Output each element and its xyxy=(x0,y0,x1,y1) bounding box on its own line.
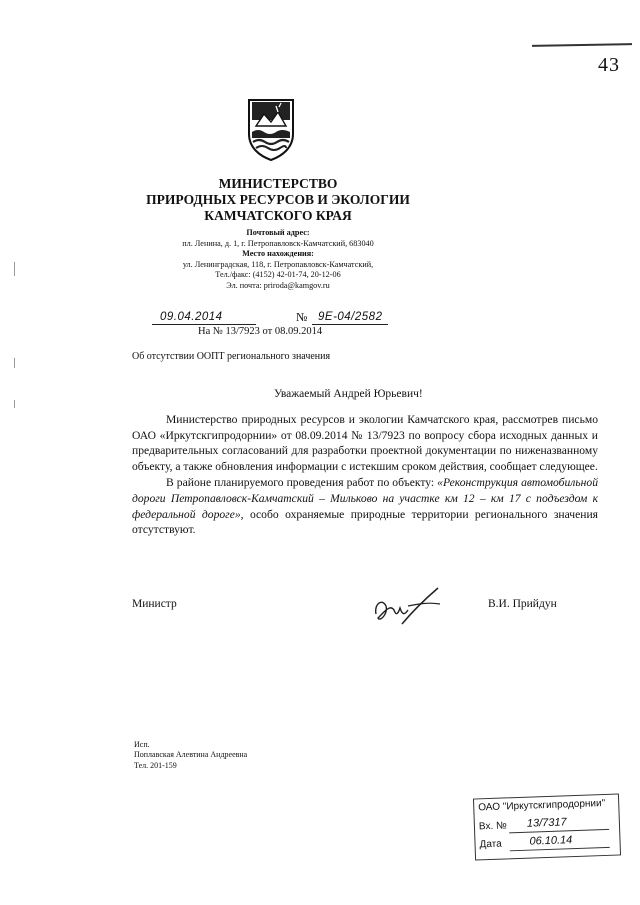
body-paragraph: Министерство природных ресурсов и экологии Камчатского края, рассмотрев письмо ОАО «Иркутскгипродорнии» от 08.09.2014 № 13/7923 по вопросу сбора исходных данных и предварительных согласований для разработки проектной документации по ниженазванному объекту, а также обновления информации с истекшим сроком действия, сообщает следующее. xyxy=(132,413,598,473)
body-text-segment: особо охраняемые природные территории регионального значения отсутствуют. xyxy=(132,507,599,537)
email: Эл. почта: priroda@kamgov.ru xyxy=(226,280,330,290)
scan-artifact-tick xyxy=(14,358,15,368)
outgoing-number: 9Е-04/2582 xyxy=(318,311,383,323)
date-underline xyxy=(152,324,256,325)
location-address: ул. Ленинградская, 118, г. Петропавловск-Камчатский, xyxy=(182,259,374,269)
handwritten-signature-icon xyxy=(368,584,448,634)
body-text-segment: В районе планируемого проведения работ по объекту: xyxy=(166,476,438,490)
number-underline xyxy=(312,324,388,325)
ministry-line: МИНИСТЕРСТВО xyxy=(218,176,338,191)
executor-info xyxy=(134,740,247,771)
signer-position: Министр xyxy=(132,598,177,610)
stamp-date-row xyxy=(479,833,616,856)
subject-line: Об отсутствии ООПТ регионального значения xyxy=(132,351,331,362)
incoming-stamp xyxy=(473,793,621,860)
location-heading: Место нахождения: xyxy=(242,249,314,259)
executor-phone: Тел. 201-159 xyxy=(134,760,177,770)
ministry-line: КАМЧАТСКОГО КРАЯ xyxy=(204,208,352,223)
salutation: Уважаемый Андрей Юрьевич! xyxy=(274,388,423,400)
scan-artifact-line xyxy=(532,43,632,47)
signer-name: В.И. Прийдун xyxy=(488,598,557,610)
executor-label: Исп. xyxy=(134,740,150,749)
scan-artifact-tick xyxy=(14,262,15,276)
postal-address: пл. Ленина, д. 1, г. Петропавловск-Камчатский, 683040 xyxy=(182,238,374,248)
ministry-line: ПРИРОДНЫХ РЕСУРСОВ И ЭКОЛОГИИ xyxy=(146,192,410,207)
stamp-date-label: Дата xyxy=(479,838,502,851)
page-number: 43 xyxy=(598,54,620,76)
scan-artifact-tick xyxy=(14,400,15,408)
object-name: «Реконструкция автомобильной дороги Петропавловск-Камчатский – Мильково на участке км 12 – км 17 с подъездом к федеральной дороге», xyxy=(132,476,598,521)
postal-heading: Почтовый адрес: xyxy=(246,228,310,237)
number-label: № xyxy=(296,310,308,324)
reference-line: На № 13/7923 от 08.09.2014 xyxy=(198,326,323,337)
stamp-number-label: Вх. № xyxy=(478,820,507,833)
ministry-name xyxy=(140,176,416,224)
stamp-date-underline xyxy=(510,847,610,851)
stamp-org: ОАО "Иркутскгипродорнии" xyxy=(478,797,606,814)
stamp-number-value: 13/7317 xyxy=(526,816,567,830)
outgoing-date: 09.04.2014 xyxy=(160,311,223,323)
stamp-date-value: 06.10.14 xyxy=(529,834,573,848)
body-paragraph xyxy=(132,475,598,537)
ministry-address xyxy=(140,228,416,292)
coat-of-arms-icon xyxy=(246,96,296,162)
letter-body xyxy=(132,412,598,538)
executor-name: Поплавская Алевтина Андреевна xyxy=(134,750,248,760)
phone: Тел./факс: (4152) 42-01-74, 20-12-06 xyxy=(215,270,341,280)
